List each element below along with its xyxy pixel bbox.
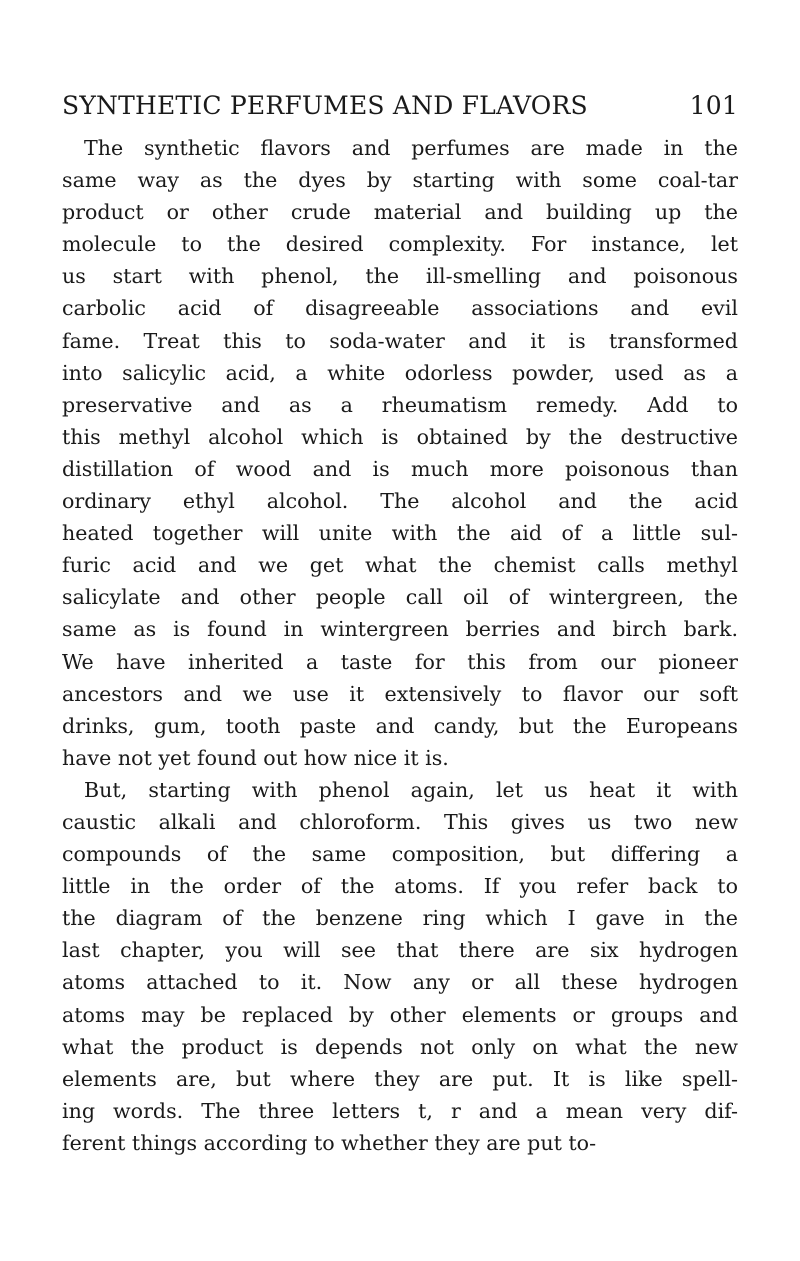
- text-line: same way as the dyes by starting with some coal-tar: [62, 168, 738, 193]
- text-line: into salicylic acid, a white odorless powder, used as a: [62, 360, 738, 385]
- running-head: [62, 86, 738, 126]
- text-line: salicylate and other people call oil of wintergreen, the: [62, 585, 738, 610]
- text-line: drinks, gum, tooth paste and candy, but the Europeans: [62, 713, 738, 738]
- text-line: ferent things according to whether they are put to-: [62, 1130, 597, 1155]
- text-line: ordinary ethyl alcohol. The alcohol and the acid: [62, 489, 738, 514]
- text-line: last chapter, you will see that there are six hydrogen: [62, 938, 738, 963]
- text-line: atoms attached to it. Now any or all these hydrogen: [62, 970, 738, 995]
- text-line: what the product is depends not only on what the new: [62, 1034, 738, 1059]
- page-number: 101: [689, 91, 738, 120]
- text-line: preservative and as a rheumatism remedy. Add to: [62, 392, 738, 417]
- text-line: elements are, but where they are put. It is like spell-: [62, 1066, 738, 1091]
- text-line: same as is found in wintergreen berries and birch bark.: [62, 617, 738, 642]
- text-line: have not yet found out how nice it is.: [62, 745, 449, 770]
- text-line: atoms may be replaced by other elements or groups and: [62, 1002, 738, 1027]
- text-line: carbolic acid of disagreeable associations and evil: [62, 296, 738, 321]
- text-line: furic acid and we get what the chemist calls methyl: [62, 553, 738, 578]
- text-line: us start with phenol, the ill-smelling and poisonous: [62, 264, 738, 289]
- text-line: the diagram of the benzene ring which I gave in the: [62, 906, 738, 931]
- text-line: compounds of the same composition, but differing a: [62, 842, 738, 867]
- text-line: We have inherited a taste for this from our pioneer: [62, 649, 738, 674]
- text-line: molecule to the desired complexity. For instance, let: [62, 232, 738, 257]
- book-page: [62, 86, 738, 1159]
- text-line: ancestors and we use it extensively to flavor our soft: [62, 681, 738, 706]
- text-line: distillation of wood and is much more poisonous than: [62, 456, 738, 481]
- text-line: little in the order of the atoms. If you refer back to: [62, 874, 738, 899]
- text-line: The synthetic flavors and perfumes are made in the: [84, 136, 738, 160]
- text-line: heated together will unite with the aid of a little sul-: [62, 521, 738, 546]
- paragraph-2: [62, 774, 738, 1159]
- text-line: this methyl alcohol which is obtained by the destructive: [62, 424, 738, 449]
- text-line: ing words. The three letters t, r and a mean very dif-: [62, 1098, 738, 1123]
- text-line: fame. Treat this to soda-water and it is transformed: [62, 328, 738, 353]
- text-line: caustic alkali and chloroform. This gives us two new: [62, 809, 738, 834]
- paragraph-1: [62, 132, 738, 774]
- text-line: product or other crude material and building up the: [62, 200, 738, 225]
- text-line: But, starting with phenol again, let us heat it with: [84, 777, 738, 802]
- running-title: SYNTHETIC PERFUMES AND FLAVORS: [62, 91, 588, 120]
